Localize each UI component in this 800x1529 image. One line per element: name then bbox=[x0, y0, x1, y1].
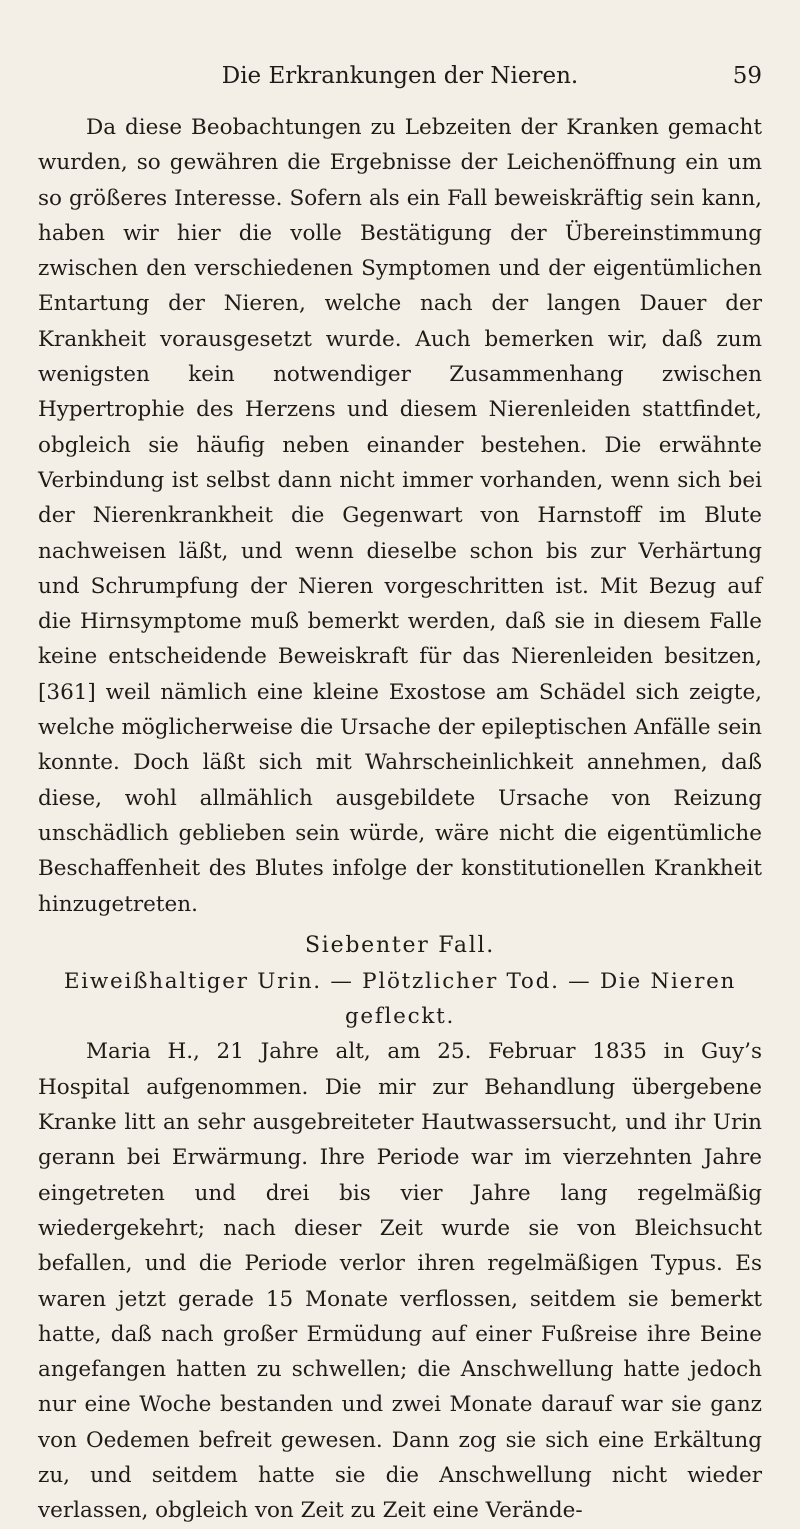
case-subheading: Eiweißhaltiger Urin. — Plötzlicher Tod. — Die Nieren gefleckt. bbox=[63, 968, 737, 1030]
paragraph-intro: Da diese Beobachtungen zu Lebzeiten der Kranken gemacht wurden, so gewähren die Ergebnisse der Leichenöffnung ein um so größeres Interesse. Sofern als ein Fall beweiskräftig sein kann, haben wir hier die volle Bestätigung der Übereinstimmung zwischen den verschiedenen Symptomen und der eigentümlichen Entartung der Nieren, welche nach der langen Dauer der Krankheit vorausgesetzt wurde. Auch bemerken wir, daß zum wenigsten kein notwendiger Zusammenhang zwischen Hypertrophie des Herzens und diesem Nierenleiden stattfindet, obgleich sie häufig neben einander bestehen. Die erwähnte Verbindung ist selbst dann nicht immer vorhanden, wenn sich bei der Nierenkrankheit die Gegenwart von Harnstoff im Blute nachweisen läßt, und wenn dieselbe schon bis zur Verhärtung und Schrumpfung der Nieren vorgeschritten ist. Mit Bezug auf die Hirnsymptome muß bemerkt werden, daß sie in diesem Falle keine entscheidende Beweiskraft für das Nierenleiden besitzen, [361] weil nämlich eine kleine Exostose am Schädel sich zeigte, welche möglicherweise die Ursache der epileptischen Anfälle sein konnte. Doch läßt sich mit Wahrscheinlichkeit annehmen, daß diese, wohl allmählich ausgebildete Ursache von Reizung unschädlich geblieben sein würde, wäre nicht die eigentümliche Beschaffenheit des Blutes infolge der konstitutionellen Krankheit hinzugetreten. bbox=[38, 115, 762, 917]
paragraph-case: Maria H., 21 Jahre alt, am 25. Februar 1835 in Guy’s Hospital aufgenommen. Die mir zur Behandlung übergebene Kranke litt an sehr ausgebreiteter Hautwassersucht, und ihr Urin gerann bei Erwärmung. Ihre Periode war im vierzehnten Jahre eingetreten und drei bis vier Jahre lang regelmäßig wiedergekehrt; nach dieser Zeit wurde sie von Bleichsucht befallen, und die Periode verlor ihren regelmäßigen Typus. Es waren jetzt gerade 15 Monate verflossen, seitdem sie bemerkt hatte, daß nach großer Ermüdung auf einer Fußreise ihre Beine angefangen hatten zu schwellen; die Anschwellung hatte jedoch nur eine Woche bestanden und zwei Monate darauf war sie ganz von Oedemen befreit gewesen. Dann zog sie sich eine Erkältung zu, und seitdem hatte sie die Anschwellung nicht wieder verlassen, obgleich von Zeit zu Zeit eine Verände- bbox=[38, 1039, 762, 1524]
running-head bbox=[38, 56, 762, 96]
page-number: 59 bbox=[732, 63, 762, 89]
case-heading: Siebenter Fall. bbox=[304, 932, 496, 958]
body-text bbox=[38, 110, 762, 1529]
book-page bbox=[38, 56, 762, 1529]
running-title: Die Erkrankungen der Nieren. bbox=[221, 63, 579, 89]
